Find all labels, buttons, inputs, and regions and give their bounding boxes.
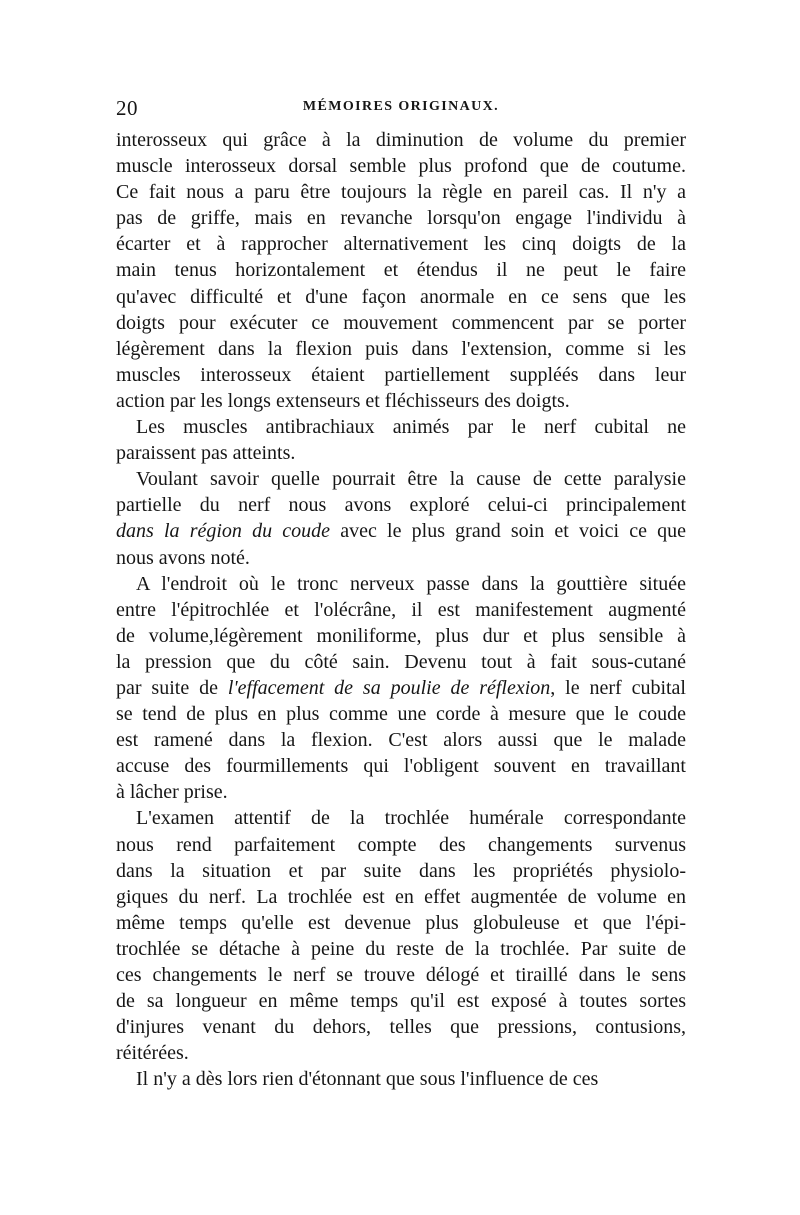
text-segment: doigts pour exécuter ce mouvement commencent par se porter (116, 311, 686, 334)
text-line (116, 518, 686, 544)
text-line (116, 179, 686, 205)
page-number: 20 (116, 96, 138, 120)
text-segment: réitérées. (116, 1042, 189, 1065)
text-segment: Il n'y a dès lors rien d'étonnant que sous l'influence de ces (136, 1068, 599, 1091)
text-segment: pas de griffe, mais en revanche lorsqu'on engage l'individu à (116, 207, 686, 230)
text-line (116, 1066, 686, 1092)
text-line (116, 805, 686, 831)
text-segment: L'examen attentif de la trochlée humérale correspondante (136, 807, 686, 830)
text-line (116, 1040, 686, 1066)
text-line (116, 753, 686, 779)
text-line (116, 832, 686, 858)
text-line (116, 649, 686, 675)
text-segment: d'injures venant du dehors, telles que pressions, contusions, (116, 1016, 686, 1039)
text-line (116, 1014, 686, 1040)
text-line (116, 597, 686, 623)
text-segment: la pression que du côté sain. Devenu tout à fait sous-cutané (116, 650, 686, 673)
text-segment: avec le plus grand soin et voici ce que (330, 520, 687, 543)
text-segment: qu'avec difficulté et d'une façon anormale en ce sens que les (116, 285, 686, 308)
text-segment: accuse des fourmillements qui l'obligent souvent en travaillant (116, 755, 686, 778)
text-line (116, 988, 686, 1014)
text-segment: entre l'épitrochlée et l'olécrâne, il est manifestement augmenté (116, 598, 686, 621)
text-segment: écarter et à rapprocher alternativement les cinq doigts de la (116, 233, 686, 256)
text-line (116, 492, 686, 518)
text-segment: même temps qu'elle est devenue plus globuleuse et que l'épi- (116, 911, 686, 934)
text-segment: est ramené dans la flexion. C'est alors aussi que le malade (116, 729, 686, 752)
page-header (116, 96, 686, 120)
text-line (116, 884, 686, 910)
text-segment: à lâcher prise. (116, 781, 228, 804)
text-line (116, 675, 686, 701)
text-segment: dans la situation et par suite dans les propriétés physiolo- (116, 859, 686, 882)
text-line (116, 205, 686, 231)
text-segment: paraissent pas atteints. (116, 442, 296, 465)
text-segment: Ce fait nous a paru être toujours la règle en pareil cas. Il n'y a (116, 181, 686, 204)
text-line (116, 153, 686, 179)
text-segment: légèrement dans la flexion puis dans l'extension, comme si les (116, 337, 686, 360)
text-line (116, 231, 686, 257)
text-segment: nous avons noté. (116, 546, 250, 569)
running-title: MÉMOIRES ORIGINAUX. (302, 99, 500, 114)
paragraph (116, 414, 686, 466)
text-segment: de volume,légèrement moniliforme, plus dur et plus sensible à (116, 624, 686, 647)
paragraph (116, 805, 686, 1066)
text-line (116, 701, 686, 727)
text-line (116, 440, 686, 466)
text-segment: par suite de (116, 676, 228, 699)
paragraph (116, 571, 686, 806)
text-line (116, 362, 686, 388)
text-segment: muscle interosseux dorsal semble plus profond que de coutume. (116, 155, 686, 178)
text-segment: partielle du nerf nous avons exploré celui-ci principalement (116, 494, 686, 517)
body-text (116, 127, 686, 1092)
text-line (116, 623, 686, 649)
text-line (116, 257, 686, 283)
text-segment: Les muscles antibrachiaux animés par le nerf cubital ne (136, 416, 686, 439)
italic-text: l'effacement de sa poulie de réflexion (227, 676, 551, 699)
italic-text: dans la région du coude (116, 520, 331, 543)
text-segment: nous rend parfaitement compte des changements survenus (116, 833, 686, 856)
text-segment: A l'endroit où le tronc nerveux passe dans la gouttière située (136, 572, 686, 595)
text-line (116, 388, 686, 414)
text-segment: , le nerf cubital (550, 676, 686, 699)
paragraph (116, 127, 686, 414)
text-line (116, 310, 686, 336)
text-segment: interosseux qui grâce à la diminution de volume du premier (116, 129, 686, 151)
paragraph (116, 466, 686, 570)
text-segment: de sa longueur en même temps qu'il est exposé à toutes sortes (116, 990, 686, 1013)
text-line (116, 336, 686, 362)
text-segment: giques du nerf. La trochlée est en effet augmentée de volume en (116, 885, 686, 908)
text-segment: Voulant savoir quelle pourrait être la cause de cette paralysie (136, 468, 686, 491)
text-line (116, 284, 686, 310)
text-line (116, 727, 686, 753)
text-line (116, 571, 686, 597)
text-line (116, 858, 686, 884)
text-segment: action par les longs extenseurs et fléchisseurs des doigts. (116, 389, 570, 412)
paragraph (116, 1066, 686, 1092)
text-segment: muscles interosseux étaient partiellement suppléés dans leur (116, 363, 686, 386)
text-line (116, 466, 686, 492)
text-line (116, 962, 686, 988)
text-line (116, 779, 686, 805)
text-segment: ces changements le nerf se trouve délogé et tiraillé dans le sens (116, 964, 686, 986)
text-segment: trochlée se détache à peine du reste de la trochlée. Par suite de (116, 937, 686, 960)
text-line (116, 545, 686, 571)
text-segment: se tend de plus en plus comme une corde à mesure que le coude (116, 703, 686, 726)
text-segment: main tenus horizontalement et étendus il ne peut le faire (116, 259, 686, 282)
text-line (116, 414, 686, 440)
text-line (116, 127, 686, 153)
text-line (116, 910, 686, 936)
text-line (116, 936, 686, 962)
